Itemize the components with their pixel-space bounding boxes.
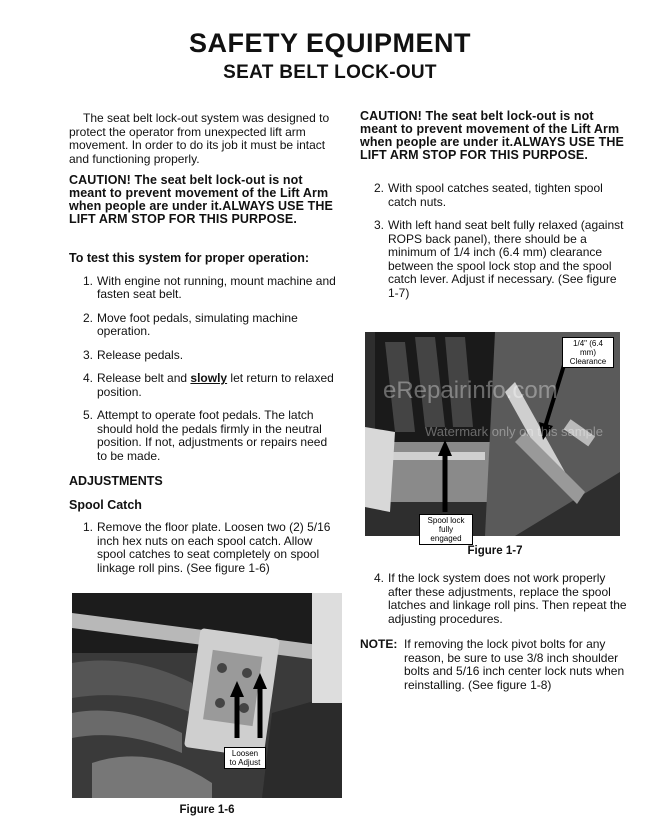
figure-1-6-photo	[72, 593, 342, 798]
figure-1-7-caption: Figure 1-7	[467, 545, 523, 557]
list-item	[69, 521, 339, 575]
step-number: 2.	[82, 310, 93, 325]
page-title: SAFETY EQUIPMENT	[188, 28, 472, 58]
left-column	[69, 112, 339, 575]
step-text: Release pedals.	[97, 347, 184, 362]
adjustments-heading: ADJUSTMENTS	[69, 474, 163, 488]
emphasis-slowly: slowly	[190, 371, 228, 385]
right-column	[360, 110, 630, 300]
caution-warning: CAUTION! The seat belt lock-out is not meant to prevent movement of the Lift Arm when people are under it.ALWAYS USE THE LIFT ARM STOP FOR THIS PURPOSE.	[69, 173, 333, 226]
list-item	[360, 572, 630, 626]
step-text-post: let return to relaxed position.	[97, 371, 334, 399]
test-heading: To test this system for proper operation:	[69, 251, 310, 265]
list-item	[69, 372, 339, 399]
spool-catch-heading: Spool Catch	[69, 497, 142, 512]
watermark-text: eRepairinfo.com	[383, 377, 558, 404]
note-label: NOTE:	[360, 637, 398, 651]
list-item	[360, 182, 630, 209]
step-number: 5.	[82, 408, 93, 422]
page-subtitle: SEAT BELT LOCK-OUT	[223, 62, 437, 83]
step-text: With spool catches seated, tighten spool catch nuts.	[388, 181, 603, 209]
right-column-lower	[360, 572, 630, 692]
caution-warning: CAUTION! The seat belt lock-out is not meant to prevent movement of the Lift Arm when people are under it.ALWAYS USE THE LIFT ARM STOP FOR THIS PURPOSE.	[360, 109, 624, 162]
step-number: 4.	[82, 371, 93, 385]
step-text: With engine not running, mount machine and fasten seat belt.	[97, 273, 336, 301]
figure-1-7-photo	[365, 332, 620, 543]
step-number: 3.	[82, 347, 93, 362]
list-item	[69, 275, 339, 302]
step-number: 2.	[373, 181, 384, 195]
step-text: With left hand seat belt fully relaxed (against ROPS back panel), there should be a minimum of 1/4 inch (6.4 mm) clearance between the spool lock stop and the spool catch lever. Adjust if necessary. (See figure 1-7)	[388, 218, 624, 300]
step-text: Remove the floor plate. Loosen two (2) 5/16 inch hex nuts on each spool catch. Allow spool catches to seat completely on spool linkage roll pins. (See figure 1-6)	[97, 520, 331, 575]
list-item	[69, 409, 339, 463]
note-block	[360, 638, 630, 692]
spool-catch-illustration	[72, 593, 342, 798]
step-number: 1.	[82, 273, 93, 288]
list-item	[69, 312, 339, 339]
step-text: Attempt to operate foot pedals. The latch should hold the pedals firmly in the neutral position. If not, adjustments or repairs need to be made.	[97, 408, 328, 463]
step-number: 4.	[373, 571, 384, 585]
list-item	[360, 219, 630, 300]
list-item	[69, 349, 339, 363]
step-text: If the lock system does not work properly after these adjustments, replace the spool latches and linkage roll pins. Then repeat the adjusting procedures.	[388, 571, 627, 626]
step-number: 3.	[373, 218, 384, 232]
figure-1-6-caption: Figure 1-6	[179, 804, 235, 816]
step-text	[97, 372, 339, 399]
clearance-label: 1/4" (6.4 mm) Clearance	[562, 337, 614, 368]
loosen-to-adjust-label: Loosen to Adjust	[224, 747, 266, 769]
spool-lock-engaged-label: Spool lock fully engaged	[419, 514, 473, 545]
step-number: 1.	[82, 520, 93, 534]
step-text-pre: Release belt and	[97, 371, 191, 385]
note-text: If removing the lock pivot bolts for any reason, be sure to use 3/8 inch shoulder bolts and 5/16 inch center lock nuts when reinstalling. (See figure 1-8)	[404, 637, 625, 692]
step-text: Move foot pedals, simulating machine operation.	[97, 310, 298, 338]
intro-paragraph: The seat belt lock-out system was designed to protect the operator from unexpected lift arm movement. In order to do its job it must be intact and functioning properly.	[69, 111, 330, 166]
watermark-subtext: Watermark only on this sample	[425, 424, 603, 439]
